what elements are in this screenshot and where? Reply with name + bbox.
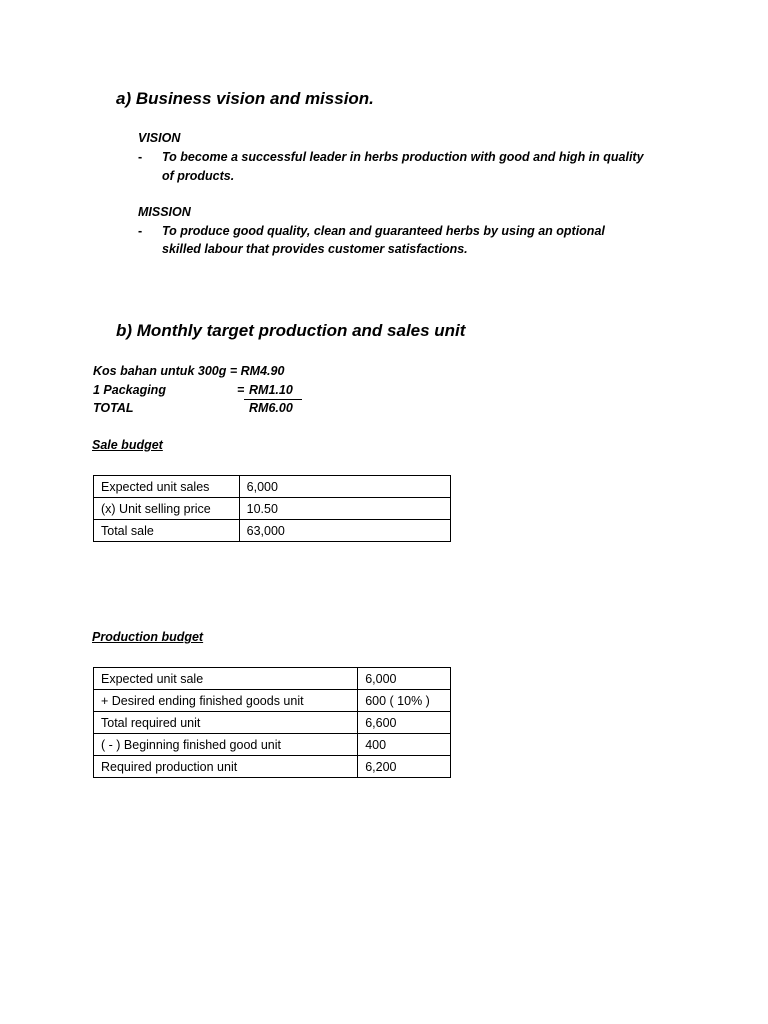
cost-line-packaging-value: RM1.10 [249, 383, 293, 397]
vision-text-line2: of products. [162, 169, 235, 183]
production-row-value: 600 ( 10% ) [358, 690, 451, 712]
vision-bullet: - [138, 150, 143, 164]
section-b-heading: b) Monthly target production and sales unit [116, 321, 466, 340]
sale-row-value: 6,000 [239, 476, 450, 498]
table-row [94, 498, 451, 520]
sale-row-label: Expected unit sales [94, 476, 240, 498]
mission-label: MISSION [138, 205, 191, 219]
table-row [94, 520, 451, 542]
sum-rule [244, 399, 302, 400]
production-row-value: 6,000 [358, 668, 451, 690]
table-row [94, 668, 451, 690]
vision-text-line1: To become a successful leader in herbs production with good and high in quality [162, 150, 644, 164]
cost-line-material [93, 364, 284, 378]
cost-line-packaging-sep: = [237, 383, 245, 397]
production-row-label: ( - ) Beginning finished good unit [94, 734, 358, 756]
cost-line-total-label: TOTAL [93, 401, 134, 415]
mission-text-line1: To produce good quality, clean and guaranteed herbs by using an optional [162, 224, 605, 238]
production-budget-table [93, 667, 451, 778]
production-row-value: 400 [358, 734, 451, 756]
production-row-value: 6,200 [358, 756, 451, 778]
production-budget-title: Production budget [92, 630, 204, 644]
cost-line-sep: = [229, 364, 238, 378]
production-row-value: 6,600 [358, 712, 451, 734]
cost-line-value: RM4.90 [240, 364, 285, 378]
production-row-label: Required production unit [94, 756, 358, 778]
table-row [94, 690, 451, 712]
sale-budget-table [93, 475, 451, 542]
cost-line-total-value: RM6.00 [249, 401, 293, 415]
sale-row-label: (x) Unit selling price [94, 498, 240, 520]
sale-row-label: Total sale [94, 520, 240, 542]
cost-line-label: Kos bahan untuk 300g [93, 364, 227, 378]
table-row [94, 712, 451, 734]
mission-bullet: - [138, 224, 143, 238]
sale-row-value: 63,000 [239, 520, 450, 542]
sale-budget-title: Sale budget [92, 438, 163, 452]
sale-row-value: 10.50 [239, 498, 450, 520]
production-row-label: Total required unit [94, 712, 358, 734]
vision-label: VISION [138, 131, 181, 145]
production-row-label: + Desired ending finished goods unit [94, 690, 358, 712]
mission-text-line2: skilled labour that provides customer satisfactions. [162, 242, 468, 256]
production-row-label: Expected unit sale [94, 668, 358, 690]
table-row [94, 756, 451, 778]
section-a-heading: a) Business vision and mission. [116, 89, 374, 108]
cost-line-packaging-label: 1 Packaging [93, 383, 166, 397]
table-row [94, 734, 451, 756]
table-row [94, 476, 451, 498]
